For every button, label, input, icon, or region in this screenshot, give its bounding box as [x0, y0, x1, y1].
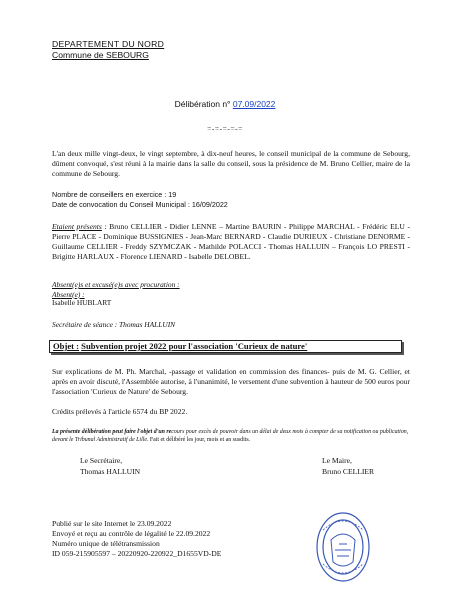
signature-secretaire — [80, 456, 140, 477]
department-header — [52, 39, 164, 61]
deliberation-title — [0, 99, 450, 109]
secretaire-name: Thomas HALLUIN — [80, 466, 141, 476]
objet-box — [49, 340, 402, 353]
conseillers-count: Nombre de conseillers en exercice : 19 — [52, 190, 177, 199]
mairie-seal-stamp — [315, 510, 371, 584]
separator: =-=-=-=-= — [207, 124, 243, 133]
intro-paragraph: L'an deux mille vingt-deux, le vingt septembre, à dix-neuf heures, le conseil municipal de la commune de Sebourg, dûment convoqué, s'est réuni à la mairie dans la salle du conseil, sous la présidence de M. Bruno Cellier, maire de la commune de Sebourg. — [52, 149, 410, 178]
presents-list: : Bruno CELLIER - Didier LENNE – Martine BAURIN - Philippe MARCHAL - Frédéric ELU - Pierre PLACE - Dominique BUSSIGNIES - Jean-Marc BERNARD - Claudie DURIEUX - Christiane DENORME - Guillaume CELLIER - Freddy SZYMCZAK - Mathilde POLACCI - Thomas HALLUIN – François LO PRESTI - Brigitte HARLAUX - Florence LIENARD - Isabelle DELOBEL. — [52, 222, 411, 261]
absent-label: Absent(e) : — [52, 289, 85, 299]
publication-line-1: Publié sur le site Internet le 23.09.2022 — [52, 519, 172, 528]
notice-italic: cours pour excès de pouvoir dans un délai de deux mois à compter de sa notification ou publication, devant le Tribunal Administratif de Lille. — [52, 429, 409, 443]
signature-maire — [322, 456, 374, 477]
maire-name: Bruno CELLIER — [322, 466, 375, 476]
deliberation-label: Délibération n° — [174, 99, 231, 109]
convocation-date: Date de convocation du Conseil Municipal : 16/09/2022 — [52, 200, 228, 209]
secretaire-role: Le Secrétaire, — [80, 456, 123, 465]
commune-name: Commune de SEBOURG — [52, 50, 149, 60]
notice-bold: La présente délibération peut faire l'objet d'un re — [52, 429, 172, 435]
notice-plain: Fait et délibéré les jour, mois et an susdits. — [148, 437, 251, 443]
presents-paragraph — [52, 222, 410, 262]
legal-notice — [52, 428, 417, 444]
presents-label: Etaient présents — [52, 222, 102, 231]
maire-role: Le Maire, — [322, 456, 352, 465]
explanation-paragraph: Sur explications de M. Ph. Marchal, -passage et validation en commission des finances- puis de M. G. Cellier, et après en avoir discuté, l'Assemblée autorise, à l'unanimité, le versement d'une subvention à hauteur de 500 euros pour l'association 'Curieux de Nature' de Sebourg. — [52, 367, 410, 396]
absent-name: Isabelle HUBLART — [52, 298, 112, 307]
secretaire-line: Secrétaire de séance : Thomas HALLUIN — [52, 320, 176, 329]
procuration-label: Absent(e)s et excusé(e)s avec procuration : — [52, 280, 180, 289]
objet-subject: Subvention projet 2022 pour l'association 'Curieux de nature' — [81, 341, 308, 351]
seal-graphic — [317, 513, 369, 581]
credits-line: Crédits prélevés à l'article 6574 du BP 2022. — [52, 407, 188, 416]
publication-line-4: ID 059-215905597 – 20220920-220922_D1655VD-DE — [52, 549, 222, 558]
objet-label: Objet : — [53, 341, 80, 351]
publication-line-2: Envoyé et reçu au contrôle de légalité le 22.09.2022 — [52, 529, 211, 538]
absents-section — [52, 280, 180, 299]
deliberation-number-link[interactable]: 07.09/2022 — [232, 99, 276, 109]
department-name: DEPARTEMENT DU NORD — [52, 39, 165, 49]
publication-info — [52, 519, 221, 559]
council-counts — [52, 190, 228, 210]
publication-line-3: Numéro unique de télétransmission — [52, 539, 160, 548]
